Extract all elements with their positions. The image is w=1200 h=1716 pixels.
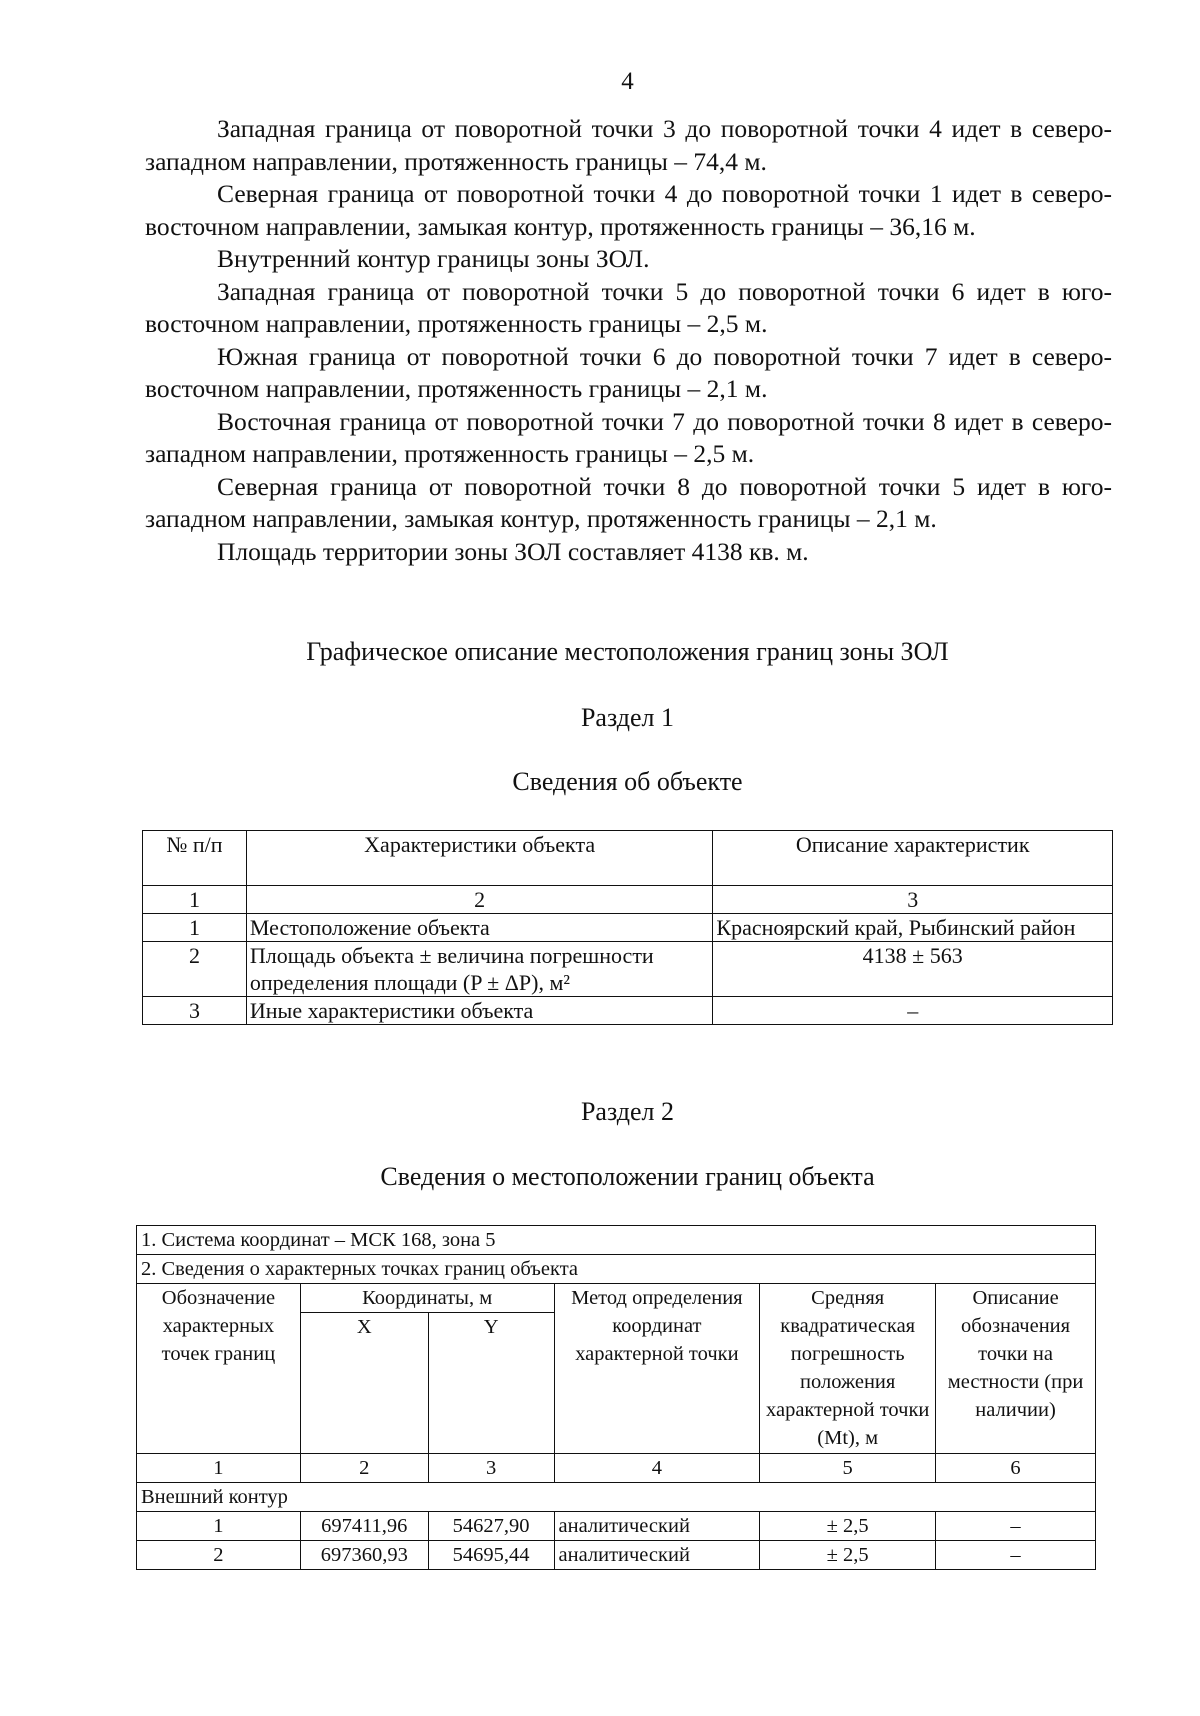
column-number: 2 [246, 886, 713, 914]
table-cell: 4138 ± 563 [713, 942, 1113, 997]
column-number: 6 [936, 1454, 1096, 1483]
column-number-row [143, 886, 1113, 914]
contour-label: Внешний контур [137, 1483, 1096, 1512]
table-row [137, 1541, 1096, 1570]
table-cell: Иные характеристики объекта [246, 997, 713, 1025]
body-text [145, 113, 1112, 568]
table-row [137, 1512, 1096, 1541]
section1-subheading: Сведения об объекте [512, 767, 743, 796]
section1-heading: Раздел 1 [580, 703, 675, 732]
paragraph: Северная граница от поворотной точки 4 до поворотной точки 1 идет в северо-восточном направлении, замыкая контур, протяженность границы – 36,16 м. [145, 179, 1112, 241]
table-cell: 697411,96 [300, 1512, 428, 1541]
table-row [143, 914, 1113, 942]
table-cell: Площадь объекта ± величина погрешности определения площади (P ± ΔP), м² [246, 942, 713, 997]
table-cell: 2 [137, 1541, 301, 1570]
table-row [143, 942, 1113, 997]
paragraph: Внутренний контур границы зоны ЗОЛ. [217, 244, 650, 273]
document-title: Графическое описание местоположения границ зоны ЗОЛ [306, 637, 949, 666]
table-cell: Местоположение объекта [246, 914, 713, 942]
column-number-row [137, 1454, 1096, 1483]
section2-subheading: Сведения о местоположении границ объекта [380, 1162, 875, 1191]
table-row [143, 997, 1113, 1025]
header-cell: Средняя квадратическая погрешность положения характерной точки (Mt), м [760, 1284, 936, 1454]
points-title-row [137, 1255, 1096, 1284]
table-header-row [143, 831, 1113, 886]
points-title: 2. Сведения о характерных точках границ объекта [137, 1255, 1096, 1284]
object-info-table [142, 830, 1113, 1025]
table-cell: – [713, 997, 1113, 1025]
column-number: 5 [760, 1454, 936, 1483]
table-cell: 54695,44 [428, 1541, 554, 1570]
header-cell: Характеристики объекта [246, 831, 713, 886]
table-cell: Красноярский край, Рыбинский район [713, 914, 1113, 942]
column-number: 1 [137, 1454, 301, 1483]
table-cell: аналитический [554, 1541, 760, 1570]
coord-system: 1. Система координат – МСК 168, зона 5 [137, 1226, 1096, 1255]
paragraph: Площадь территории зоны ЗОЛ составляет 4138 кв. м. [217, 536, 809, 566]
table-cell: 1 [143, 914, 247, 942]
coord-system-row [137, 1226, 1096, 1255]
column-number: 3 [428, 1454, 554, 1483]
paragraph: Восточная граница от поворотной точки 7 до поворотной точки 8 идет в северо-западном направлении, протяженность границы – 2,5 м. [145, 406, 1112, 468]
column-number: 2 [300, 1454, 428, 1483]
header-cell: Метод определения координат характерной точки [554, 1284, 760, 1454]
header-cell: Описание характеристик [713, 831, 1113, 886]
table-cell: – [936, 1512, 1096, 1541]
boundary-points-table [136, 1225, 1096, 1570]
table-cell: 2 [143, 942, 247, 997]
contour-row [137, 1483, 1096, 1512]
column-number: 3 [713, 886, 1113, 914]
paragraph: Северная граница от поворотной точки 8 до поворотной точки 5 идет в юго-западном направлении, замыкая контур, протяженность границы – 2,1 м. [145, 471, 1112, 533]
table-cell: 1 [137, 1512, 301, 1541]
table-cell: аналитический [554, 1512, 760, 1541]
column-number: 1 [143, 886, 247, 914]
header-cell: X [300, 1313, 428, 1454]
table-header-row [137, 1284, 1096, 1313]
column-number: 4 [554, 1454, 760, 1483]
table-cell: ± 2,5 [760, 1541, 936, 1570]
table-cell: 54627,90 [428, 1512, 554, 1541]
table-cell: 3 [143, 997, 247, 1025]
header-cell: Координаты, м [300, 1284, 554, 1313]
table-cell: 697360,93 [300, 1541, 428, 1570]
paragraph: Южная граница от поворотной точки 6 до поворотной точки 7 идет в северо-восточном направлении, протяженность границы – 2,1 м. [145, 341, 1112, 403]
table-cell: – [936, 1541, 1096, 1570]
paragraph: Западная граница от поворотной точки 3 до поворотной точки 4 идет в северо-западном направлении, протяженность границы – 74,4 м. [145, 114, 1112, 176]
header-cell: Y [428, 1313, 554, 1454]
page-number: 4 [621, 68, 634, 95]
paragraph: Западная граница от поворотной точки 5 до поворотной точки 6 идет в юго-восточном направлении, протяженность границы – 2,5 м. [145, 276, 1112, 338]
table-cell: ± 2,5 [760, 1512, 936, 1541]
header-cell: № п/п [143, 831, 247, 886]
section2-heading: Раздел 2 [580, 1097, 675, 1126]
header-cell: Обозначение характерных точек границ [137, 1284, 301, 1454]
header-cell: Описание обозначения точки на местности (при наличии) [936, 1284, 1096, 1454]
